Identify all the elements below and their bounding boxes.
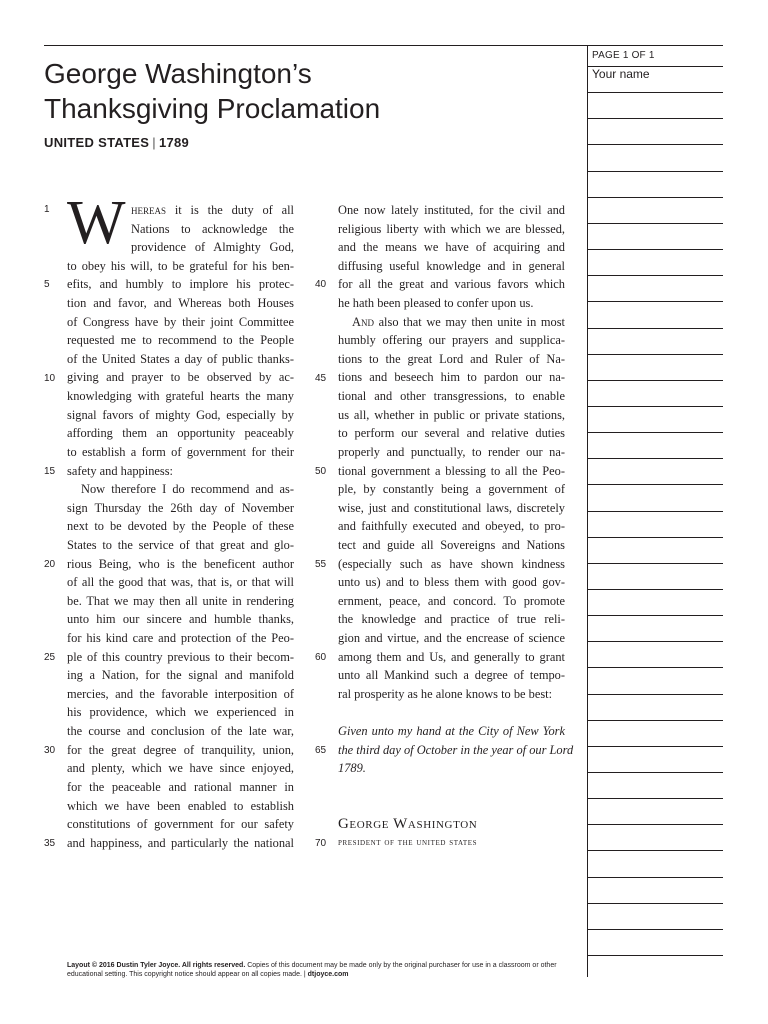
website-link[interactable]: dtjoyce.com [307,971,349,978]
text-line: affording them an opportunity peaceably [67,426,294,441]
page-label: PAGE 1 OF 1 [592,50,655,61]
text-line: his providence, which we experienced in [67,705,294,720]
note-line [588,354,723,355]
text-line: One now lately instituted, for the civil and [338,203,565,217]
line-number: 50 [315,466,327,477]
drop-cap: W [67,189,126,257]
text-column-right [338,201,574,852]
top-rule [44,45,723,46]
text-line: and happiness, and particularly the national [67,835,294,850]
text-line: of Congress have by their joint Committee [67,314,294,329]
note-line [588,798,723,799]
text-line: 1789. [338,761,366,776]
text-line: knowledging with grateful hearts the many [67,389,294,404]
copyright-notice: Layout © 2016 Dustin Tyler Joyce. All rights reserved. Copies of this document may be made only by the original purchaser for use in a classroom or other educational setting. This copyright notice should appear on all copies made. | dtjoyce.com [67,962,557,978]
text-line: ing a Nation, for the signal and manifold [67,668,294,683]
title-line-1: George Washington’s [44,58,312,89]
note-line [588,484,723,485]
text-line: constitutions of government for our safety [67,817,294,832]
text-line: tion and favor, and Whereas both Houses [67,296,294,311]
note-line [588,144,723,145]
page-title [44,56,380,126]
text-line: to obey his will, to be grateful for his ben- [67,258,294,273]
line-number: 5 [44,279,50,290]
text-line: ernment, peace, and concord. To promote [338,593,565,608]
text-line: wise, just and constitutional laws, discretely [338,500,565,515]
text-line: of all the good that was, that is, or that will [67,575,294,590]
text-line: Now therefore I do recommend and as- [81,482,294,497]
copyright-bold: Layout © 2016 Dustin Tyler Joyce. All rights reserved. [67,962,246,969]
note-line [588,458,723,459]
text-line: among them and Us, and generally to grant [338,649,565,664]
note-line [588,720,723,721]
lead-word: And [352,314,374,329]
text-line: (especially such as have shown kindness [338,556,565,571]
signature-title: president of the united states [338,836,478,848]
text-line: for his kind care and protection of the Peo- [67,631,294,646]
note-line [588,537,723,538]
text-line: and the means we have of acquiring and [338,240,565,255]
line-number: 60 [315,652,327,663]
note-line [588,275,723,276]
text-line: sign Thursday the 26th day of November [67,500,294,515]
line-number: 15 [44,466,56,477]
text-line: next to be devoted by the People of these [67,519,294,534]
text-line: he hath been pleased to confer upon us. [338,296,534,311]
note-line [588,380,723,381]
note-line [588,511,723,512]
note-line [588,197,723,198]
line-number: 30 [44,745,56,756]
paragraph-gap [338,778,565,797]
text-line: Given unto my hand at the City of New York [338,724,565,739]
note-line [588,406,723,407]
paragraph-gap [338,797,565,816]
text-line: for the great degree of tranquility, union, [67,742,294,757]
note-line [588,301,723,302]
line-number: 45 [315,373,327,384]
note-line [588,824,723,825]
note-line [588,850,723,851]
text-line: for all the great and various favors which [338,277,565,292]
subtitle-separator: | [152,135,156,150]
country-label: UNITED STATES [44,135,150,150]
line-number: 25 [44,652,56,663]
text-line: humbly offering our prayers and supplica- [338,333,565,348]
text-line: be. That we may then all unite in rendering [67,593,294,608]
note-line [588,171,723,172]
note-line [588,432,723,433]
note-line [588,772,723,773]
note-line [588,694,723,695]
text-line: the knowledge and practice of true reli- [338,612,565,627]
text-line: giving and prayer to be observed by ac- [67,370,294,385]
note-line [588,955,723,956]
note-line [588,641,723,642]
year-label: 1789 [158,135,190,150]
text-line: unto all Mankind such a degree of tempo- [338,668,565,683]
document-subtitle [44,135,189,150]
line-number: 1 [44,204,50,215]
text-line: tions and beseech him to pardon our na- [338,370,565,385]
line-number: 65 [315,745,327,756]
note-line [588,877,723,878]
text-line: unto him our sincere and humble thanks, [67,612,294,627]
title-line-2: Thanksgiving Proclamation [44,93,381,124]
note-line [588,249,723,250]
text-line: religious liberty with which we are blessed, [338,221,565,236]
text-line: ple, by constantly being a government of [338,482,565,497]
line-number: 35 [44,838,56,849]
text-line: tional and other transgressions, to enable [338,389,565,404]
text-line: hereas it is the duty of all [131,203,294,217]
text-line: gion and virtue, and the encrease of science [338,631,565,646]
text-line: and faithfully executed and obeyed, to pro- [338,519,565,534]
note-line [588,929,723,930]
text-line: And also that we may then unite in most [352,314,565,329]
line-number: 20 [44,559,56,570]
line-number: 70 [315,838,327,849]
text-line: States to the service of that great and glo- [67,537,294,552]
note-line [588,223,723,224]
text-line: the third day of October in the year of our Lord [338,742,574,757]
text-column-left [67,201,294,852]
your-name-label: Your name [592,67,650,81]
line-number: 10 [44,373,56,384]
text-line: providence of Almighty God, [131,240,294,255]
text-line: mercies, and the favorable interposition of [67,686,294,701]
signature-name: George Washington [338,816,478,833]
text-line: diffusing useful knowledge and in general [338,258,565,273]
text-line: ral prosperity as he alone knows to be best: [338,686,553,701]
text-line: safety and happiness: [67,463,173,478]
note-line [588,615,723,616]
text-line: tions to the great Lord and Ruler of Na- [338,351,565,366]
note-line [588,66,723,67]
text-line: to establish a form of government for their [67,444,294,459]
text-line: tect and guide all Sovereigns and Nations [338,537,565,552]
text-line: and plenty, which we have since enjoyed, [67,761,294,776]
text-line: tional government a blessing to all the Peo- [338,463,565,478]
text-line: rious Being, who is the beneficent author [67,556,294,571]
note-line [588,589,723,590]
note-line [588,118,723,119]
paragraph-gap [338,703,565,722]
text-line: requested me to recommend to the People [67,333,294,348]
text-line: for the peaceable and rational manner in [67,779,294,794]
line-number: 40 [315,279,327,290]
text-line: to perform our several and relative duties [338,426,565,441]
note-line [588,667,723,668]
text-line: which we have been enabled to establish [67,798,294,813]
text-line: unto us) and to bless them with good gov- [338,575,565,590]
lead-word: hereas [131,203,167,217]
text-line: us all, whether in public or private stations, [338,407,565,422]
text-line: of the United States a day of public thanks- [67,351,294,366]
text-line: efits, and humbly to implore his protec- [67,277,294,292]
note-line [588,563,723,564]
text-line: Nations to acknowledge the [131,221,294,236]
text-line: ple of this country previous to their becom- [67,649,294,664]
text-line: the course and conclusion of the late war, [67,724,294,739]
note-line [588,903,723,904]
text-line: signal favors of mighty God, especially by [67,407,294,422]
note-line [588,746,723,747]
text-line: properly and punctually, to render our na- [338,444,565,459]
note-line [588,92,723,93]
line-number: 55 [315,559,327,570]
note-line [588,328,723,329]
